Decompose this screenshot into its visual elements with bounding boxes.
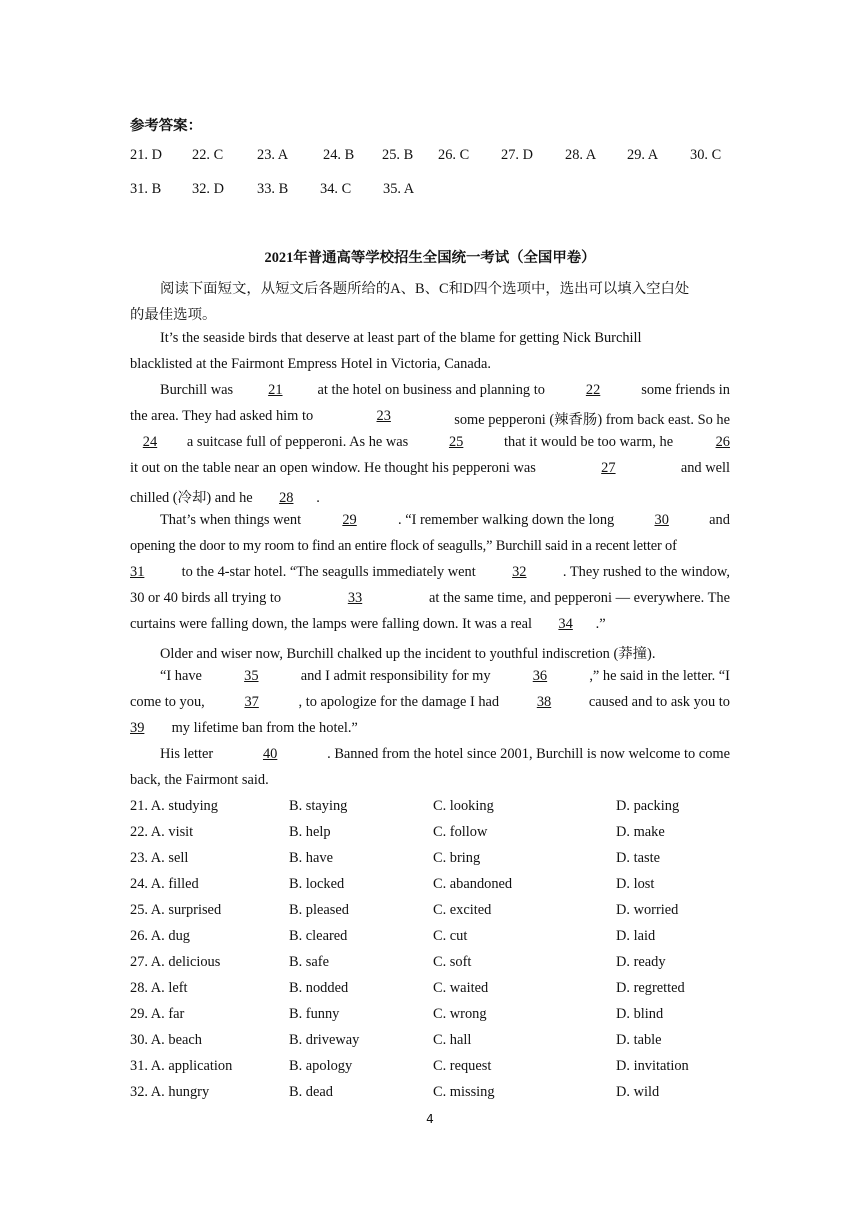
option-d: D. packing [616,798,680,814]
answers-row-1 [130,147,730,167]
option-c: C. wrong [433,1006,487,1022]
option-b: B. driveway [289,1032,360,1048]
answer-item: 34. C [320,181,352,197]
option-d: D. taste [616,850,660,866]
blank-31: 31 [130,564,145,580]
blank-40: 40 [262,746,278,762]
option-c: C. hall [433,1032,472,1048]
passage-line: blacklisted at the Fairmont Empress Hotel in Victoria, Canada. [130,356,491,372]
option-b: B. locked [289,876,345,892]
answer-item: 31. B [130,181,162,197]
option-d: D. worried [616,902,679,918]
answer-item: 27. D [501,147,533,163]
answers-row-2 [130,181,730,201]
passage-line: Burchill was 21 at the hotel on business and planning to 22 some friends in [160,382,730,398]
passage-line: 30 or 40 birds all trying to 33 at the same time, and pepperoni — everywhere. The [130,590,730,606]
option-a: 23. A. sell [130,850,189,866]
answer-item: 23. A [257,147,289,163]
option-c: C. waited [433,980,489,996]
blank-34: 34 [558,616,573,632]
option-b: B. pleased [289,902,349,918]
option-a: 27. A. delicious [130,954,221,970]
option-a: 26. A. dug [130,928,190,944]
answer-item: 24. B [323,147,355,163]
passage-line: back, the Fairmont said. [130,772,269,788]
passage-line: 39 my lifetime ban from the hotel.” [130,720,358,736]
answer-item: 33. B [257,181,289,197]
blank-23: 23 [376,408,391,424]
option-c: C. excited [433,902,492,918]
option-d: D. table [616,1032,662,1048]
answer-item: 25. B [382,147,414,163]
blank-21: 21 [268,382,283,398]
blank-29: 29 [342,512,357,528]
answer-item: 21. D [130,147,162,163]
blank-36: 36 [532,668,548,684]
passage-line: the area. They had asked him to 23 some pepperoni (辣香肠) from back east. So he [130,408,730,428]
option-d: D. wild [616,1084,660,1100]
option-a: 30. A. beach [130,1032,202,1048]
blank-27: 27 [601,460,616,476]
blank-38: 38 [536,694,552,710]
option-c: C. cut [433,928,468,944]
passage-line: “I have 35 and I admit responsibility for my 36 ,” he said in the letter. “I [160,668,730,684]
option-b: B. help [289,824,331,840]
option-b: B. cleared [289,928,348,944]
option-c: C. missing [433,1084,495,1100]
blank-33: 33 [347,590,363,606]
answer-item: 22. C [192,147,224,163]
option-c: C. soft [433,954,472,970]
passage-line: it out on the table near an open window. He thought his pepperoni was 27 and well [130,460,730,476]
option-b: B. nodded [289,980,349,996]
passage-line: Older and wiser now, Burchill chalked up the incident to youthful indiscretion (莽撞). [160,646,656,662]
option-b: B. staying [289,798,348,814]
option-a: 28. A. left [130,980,188,996]
passage-line: chilled (冷却) and he 28 . [130,490,320,506]
passage-line: curtains were falling down, the lamps were falling down. It was a real 34 .” [130,616,606,632]
passage-line: His letter 40 . Banned from the hotel since 2001, Burchill is now welcome to come [160,746,730,762]
option-a: 32. A. hungry [130,1084,210,1100]
answer-item: 28. A [565,147,597,163]
option-a: 25. A. surprised [130,902,222,918]
option-a: 21. A. studying [130,798,218,814]
answer-item: 32. D [192,181,224,197]
passage-line: That’s when things went 29 . “I remember walking down the long 30 and [160,512,730,528]
option-b: B. safe [289,954,329,970]
blank-32: 32 [512,564,527,580]
passage-line: 31 to the 4-star hotel. “The seagulls immediately went 32 . They rushed to the window, [130,564,730,580]
exam-title: 2021年普通高等学校招生全国统一考试（全国甲卷） [264,250,596,266]
passage-line: It’s the seaside birds that deserve at least part of the blame for getting Nick Burchill [160,330,642,346]
option-b: B. funny [289,1006,340,1022]
passage-line: opening the door to my room to find an entire flock of seagulls,” Burchill said in a recent letter of [130,538,677,554]
blank-26: 26 [715,434,730,450]
answer-item: 30. C [690,147,722,163]
option-a: 29. A. far [130,1006,185,1022]
instruction-line: 阅读下面短文，从短文后各题所给的A、B、C和D四个选项中，选出可以填入空白处 [160,281,690,297]
option-a: 22. A. visit [130,824,194,840]
blank-37: 37 [244,694,259,710]
option-c: C. looking [433,798,494,814]
blank-25: 25 [448,434,464,450]
option-d: D. ready [616,954,666,970]
page-number: 4 [426,1112,434,1126]
blank-30: 30 [654,512,669,528]
answer-item: 26. C [438,147,470,163]
option-d: D. lost [616,876,655,892]
blank-28: 28 [279,490,294,506]
instruction-line: 的最佳选项。 [130,307,217,323]
option-c: C. abandoned [433,876,513,892]
option-d: D. make [616,824,665,840]
option-a: 31. A. application [130,1058,233,1074]
option-d: D. laid [616,928,656,944]
option-d: D. regretted [616,980,685,996]
option-c: C. follow [433,824,488,840]
blank-24: 24 [142,434,158,450]
option-c: C. bring [433,850,481,866]
answers-label: 参考答案： [130,118,202,134]
answer-item: 35. A [383,181,415,197]
blank-22: 22 [585,382,601,398]
option-b: B. dead [289,1084,333,1100]
option-b: B. have [289,850,333,866]
option-d: D. invitation [616,1058,689,1074]
option-a: 24. A. filled [130,876,199,892]
passage-line: 24 a suitcase full of pepperoni. As he was 25 that it would be too warm, he 26 [130,434,730,451]
option-b: B. apology [289,1058,353,1074]
passage-line: come to you, 37 , to apologize for the damage I had 38 caused and to ask you to [130,694,730,710]
blank-39: 39 [130,720,145,736]
answer-item: 29. A [627,147,659,163]
option-c: C. request [433,1058,492,1074]
blank-35: 35 [244,668,259,684]
option-d: D. blind [616,1006,664,1022]
